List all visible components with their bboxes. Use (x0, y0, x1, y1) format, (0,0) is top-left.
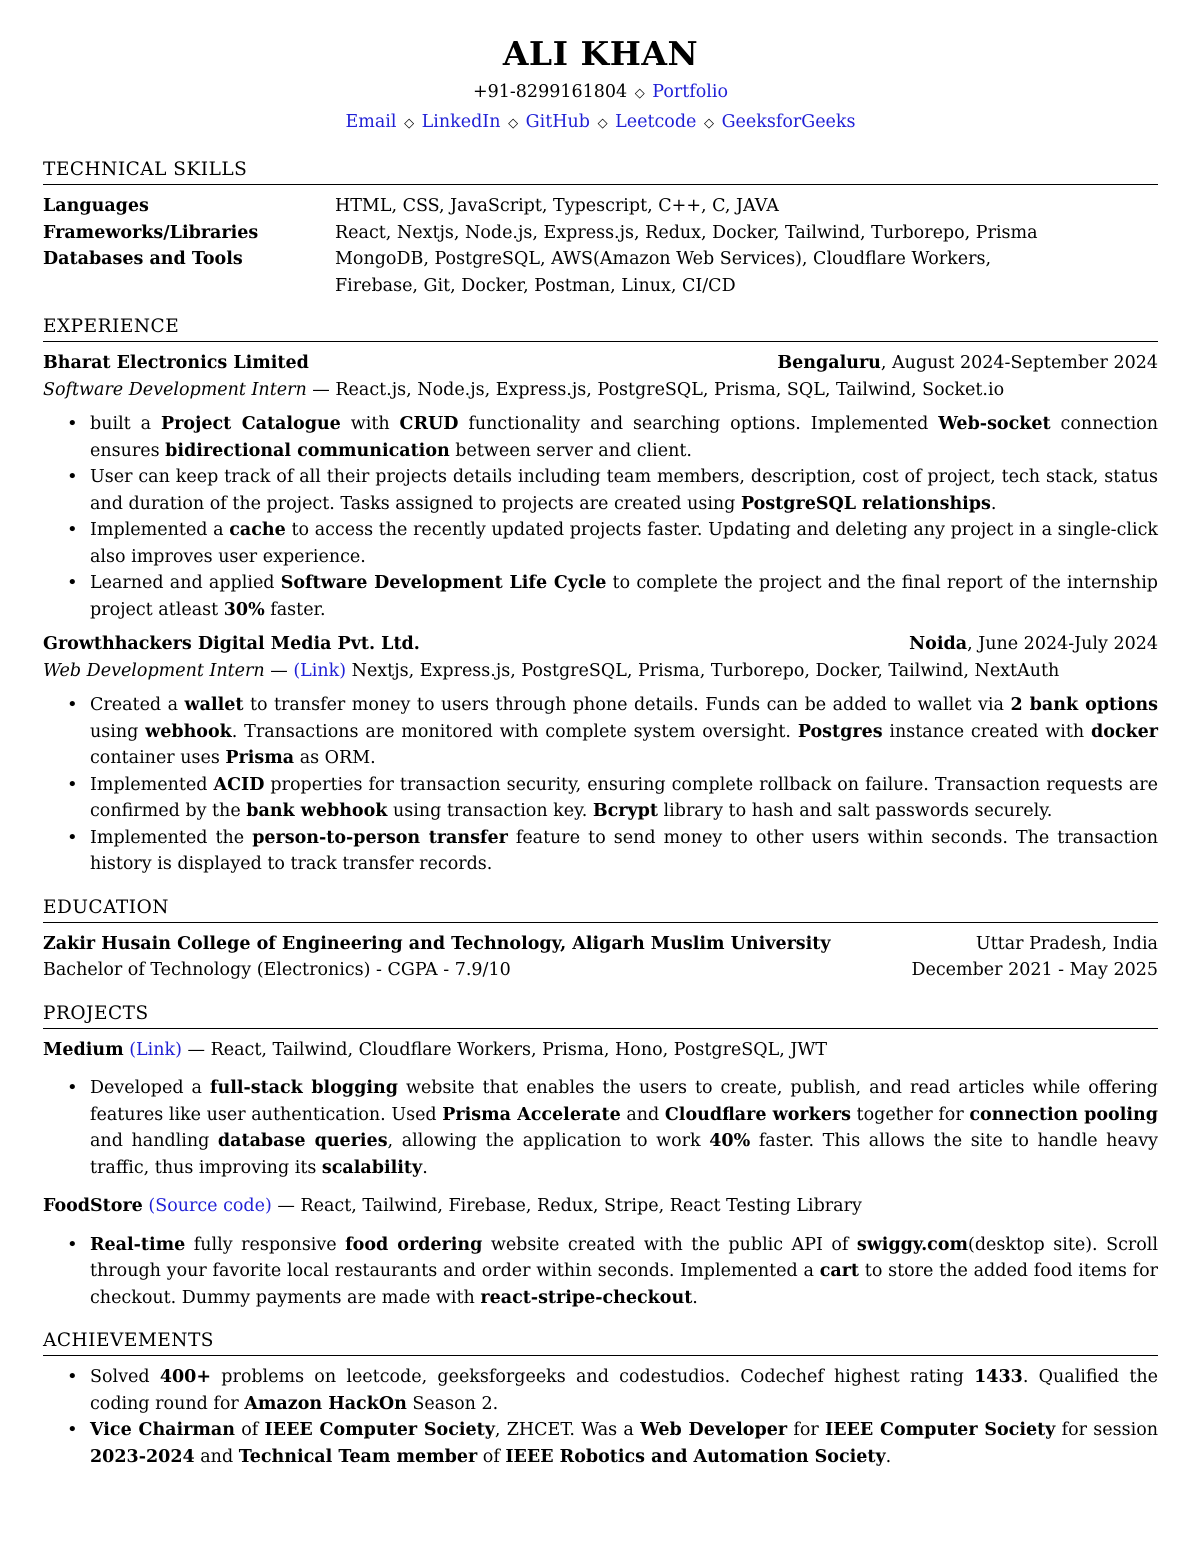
contact-line-1 (43, 78, 1158, 108)
text: of (477, 1446, 506, 1467)
text: . Qualified the coding round for (90, 1367, 1159, 1414)
text: for session (1055, 1420, 1158, 1440)
skill-value: React, Nextjs, Node.js, Express.js, Redux, Docker, Tailwind, Turborepo, Prisma (335, 222, 1038, 243)
job-header (43, 631, 1158, 658)
section-title: TECHNICAL SKILLS (43, 158, 1158, 185)
text: . (885, 1446, 892, 1467)
bold-text: wallet (184, 695, 244, 715)
experience-section (43, 315, 1158, 878)
education-header (43, 931, 1158, 958)
project-name: Medium (43, 1039, 124, 1060)
text: problems on leetcode, geeksforgeeks and codestudios. Codechef highest rating (211, 1367, 975, 1387)
text: and (194, 1446, 239, 1467)
text: with (340, 414, 400, 434)
geeksforgeeks-link[interactable]: GeeksforGeeks (721, 112, 856, 132)
text: Developed a (90, 1078, 210, 1098)
bold-text: Postgres (797, 721, 883, 742)
text: website created with the public API of (482, 1234, 857, 1255)
company-name: Bharat Electronics Limited (43, 353, 309, 373)
bullet-list (43, 1232, 1158, 1312)
text: website that enables the users to create, publish, and read articles while offering features like user authentication. Used (90, 1078, 1158, 1125)
text: and (620, 1104, 665, 1125)
project-link[interactable]: (Source code) (148, 1196, 272, 1216)
bold-text: react-stripe-checkout (480, 1287, 693, 1308)
job-link[interactable]: (Link) (293, 660, 347, 681)
bold-text: 1433 (974, 1367, 1023, 1387)
bold-text: webhook (145, 721, 232, 742)
text: Solved (90, 1367, 160, 1387)
bold-text: Project Catalogue (160, 414, 341, 434)
bold-text: full-stack blogging (209, 1078, 398, 1098)
bold-text: IEEE Robotics and Automation Society (505, 1446, 886, 1467)
text: to transfer money to users through phone details. Funds can be added to wallet via (243, 695, 1011, 715)
bullet-item (43, 1075, 1158, 1181)
skill-value: Firebase, Git, Docker, Postman, Linux, CI/CD (335, 275, 736, 296)
text: using (90, 721, 146, 742)
bullet-item (43, 1417, 1158, 1470)
skill-value: HTML, CSS, JavaScript, Typescript, C++, C, JAVA (335, 196, 779, 216)
text: functionality and searching options. Implemented (458, 414, 939, 434)
text: Learned and applied (90, 573, 281, 593)
bold-text: Web Developer (640, 1420, 788, 1440)
bold-text: PostgreSQL relationships (740, 493, 991, 514)
separator-icon: ◇ (597, 116, 608, 131)
bold-text: person-to-person transfer (252, 827, 508, 848)
project-link[interactable]: (Link) (129, 1039, 182, 1060)
project-stack: — React, Tailwind, Cloudflare Workers, Prisma, Hono, PostgreSQL, JWT (181, 1039, 828, 1060)
job-location: Noida (909, 634, 968, 654)
bullet-item (43, 692, 1158, 772)
text: to store the added food items for checkout. Dummy payments are made with (90, 1261, 1158, 1308)
bullet-item (43, 1364, 1158, 1417)
bold-text: 30% (223, 599, 265, 620)
job-location-dates (909, 631, 1158, 658)
phone-number: +91-8299161804 (472, 82, 628, 102)
project-stack: — React, Tailwind, Firebase, Redux, Stripe, React Testing Library (271, 1196, 862, 1216)
dash: — (306, 379, 336, 400)
text: instance created with (882, 721, 1091, 742)
leetcode-link[interactable]: Leetcode (615, 112, 697, 132)
text: feature to send money to other users within seconds. The transaction history is displayed to track transfer records. (90, 827, 1158, 874)
bold-text: 40% (709, 1131, 751, 1151)
job-location-dates (777, 350, 1158, 377)
skills-grid (43, 193, 1158, 299)
job-dates: , June 2024-July 2024 (967, 634, 1158, 654)
text: . (422, 1157, 428, 1178)
text: container uses (90, 748, 226, 768)
bold-text: Technical Team member (238, 1446, 478, 1467)
skill-label: Frameworks/Libraries (43, 222, 259, 243)
text: to complete the project and the final report of the internship project atleast (90, 573, 1158, 620)
bold-text: docker (1090, 721, 1159, 742)
project-header (43, 1037, 1158, 1064)
contact-line-2 (43, 108, 1158, 138)
bullet-item (43, 464, 1158, 517)
job-role-line (43, 658, 1158, 685)
education-dates: December 2021 - May 2025 (911, 960, 1158, 980)
project-header (43, 1193, 1158, 1220)
job-stack: Nextjs, Express.js, PostgreSQL, Prisma, Turborepo, Docker, Tailwind, NextAuth (346, 660, 1060, 681)
section-title: PROJECTS (43, 1002, 1158, 1029)
text: Season 2. (406, 1393, 499, 1414)
bullet-item (43, 772, 1158, 825)
text: properties for transaction security, ensuring complete rollback on failure. Transaction requests are confirmed by the (90, 774, 1158, 821)
bold-text: bank webhook (246, 801, 388, 821)
achievements-section (43, 1329, 1158, 1470)
bold-text: Software Development Life Cycle (280, 573, 607, 593)
skill-label: Databases and Tools (43, 249, 243, 269)
text: Implemented a (90, 520, 230, 540)
bullet-item (43, 1232, 1158, 1312)
bullet-item (43, 517, 1158, 570)
separator-icon: ◇ (634, 86, 645, 101)
bold-text: CRUD (399, 414, 459, 434)
separator-icon: ◇ (508, 116, 519, 131)
skill-label: Languages (43, 196, 149, 216)
job-header (43, 350, 1158, 377)
text: Implemented the (90, 827, 253, 848)
text: as ORM. (294, 748, 376, 768)
bold-text: database queries (217, 1131, 388, 1151)
text: to access the recently updated projects faster. Updating and deleting any project in a single-click also improves user experience. (90, 520, 1158, 567)
bold-text: Vice Chairman (90, 1420, 235, 1440)
skill-label-spacer (43, 273, 335, 300)
bold-text: Web-socket (938, 414, 1051, 434)
school-location: Uttar Pradesh, India (975, 933, 1158, 954)
text: connection ensures (90, 414, 1158, 461)
bold-text: bidirectional communication (165, 440, 450, 461)
bold-text: Prisma (225, 748, 295, 768)
separator-icon: ◇ (703, 116, 714, 131)
candidate-name: ALI KHAN (502, 34, 699, 73)
text: between server and client. (449, 440, 692, 461)
bold-text: cache (229, 520, 286, 540)
text: , ZHCET. Was a (494, 1420, 641, 1440)
text: faster. This allows the site to handle heavy traffic, thus improving its (90, 1131, 1158, 1178)
bullet-item (43, 570, 1158, 623)
degree: Bachelor of Technology (Electronics) - CGPA - 7.9/10 (43, 960, 511, 980)
project-name: FoodStore (43, 1196, 143, 1216)
section-title: EDUCATION (43, 896, 1158, 923)
github-link[interactable]: GitHub (525, 112, 590, 132)
bold-text: cart (819, 1261, 860, 1281)
bullet-list (43, 692, 1158, 878)
skills-section (43, 158, 1158, 299)
dash: — (264, 660, 294, 681)
bold-text: food ordering (345, 1234, 483, 1255)
portfolio-link[interactable]: Portfolio (652, 82, 729, 102)
text: for (787, 1420, 826, 1440)
text: . (692, 1287, 698, 1308)
bullet-list (43, 1075, 1158, 1181)
education-details (43, 957, 1158, 984)
bullet-item (43, 825, 1158, 878)
text: of (234, 1420, 265, 1440)
bullet-item (43, 411, 1158, 464)
bold-text: IEEE Computer Society (825, 1420, 1056, 1440)
bold-text: Amazon HackOn (244, 1393, 407, 1414)
text: and handling (90, 1131, 218, 1151)
skill-value: MongoDB, PostgreSQL, AWS(Amazon Web Services), Cloudflare Workers, (335, 249, 992, 269)
text: (desktop site). Scroll through your favorite local restaurants and order within seconds. Implemented a (90, 1234, 1158, 1281)
job-role: Web Development Intern (43, 660, 265, 681)
bold-text: 2023-2024 (90, 1446, 195, 1467)
text: Created a (90, 695, 185, 715)
bold-text: Real-time (90, 1234, 186, 1255)
job-role: Software Development Intern (43, 379, 307, 400)
bold-text: Prisma Accelerate (442, 1104, 621, 1125)
email-link[interactable]: Email (345, 112, 397, 132)
education-section (43, 896, 1158, 984)
bullet-list (43, 1364, 1158, 1470)
bold-text: swiggy.com (856, 1234, 969, 1255)
job-dates: , August 2024-September 2024 (880, 353, 1158, 373)
bold-text: 400+ (159, 1367, 212, 1387)
text: , allowing the application to work (387, 1131, 710, 1151)
separator-icon: ◇ (404, 116, 415, 131)
text: . (990, 493, 997, 514)
bold-text: connection pooling (969, 1104, 1158, 1125)
text: together for (850, 1104, 970, 1125)
bold-text: Cloudflare workers (664, 1104, 851, 1125)
text: built a (90, 414, 161, 434)
section-title: ACHIEVEMENTS (43, 1329, 1158, 1356)
company-name: Growthhackers Digital Media Pvt. Ltd. (43, 634, 420, 654)
school-name: Zakir Husain College of Engineering and Technology, Aligarh Muslim University (43, 933, 831, 954)
bold-text: Bcrypt (592, 801, 658, 821)
text: faster. (264, 599, 326, 620)
text: . Transactions are monitored with complete system oversight. (231, 721, 798, 742)
section-title: EXPERIENCE (43, 315, 1158, 342)
job-role-line (43, 377, 1158, 404)
text: library to hash and salt passwords securely. (657, 801, 1053, 821)
text: Implemented (90, 774, 214, 795)
text: using transaction key. (387, 801, 593, 821)
text: User can keep track of all their projects details including team members, description, cost of project, tech stack, status and duration of the project. Tasks assigned to projects are created using (90, 467, 1158, 514)
bold-text: IEEE Computer Society (264, 1420, 495, 1440)
linkedin-link[interactable]: LinkedIn (421, 112, 501, 132)
projects-section (43, 1002, 1158, 1312)
bullet-list (43, 411, 1158, 623)
bold-text: scalability (321, 1157, 423, 1178)
text: fully responsive (185, 1234, 346, 1255)
bold-text: 2 bank options (1010, 695, 1158, 715)
job-stack: React.js, Node.js, Express.js, PostgreSQL, Prisma, SQL, Tailwind, Socket.io (335, 379, 1005, 400)
bold-text: ACID (213, 774, 265, 795)
job-location: Bengaluru (777, 353, 881, 373)
